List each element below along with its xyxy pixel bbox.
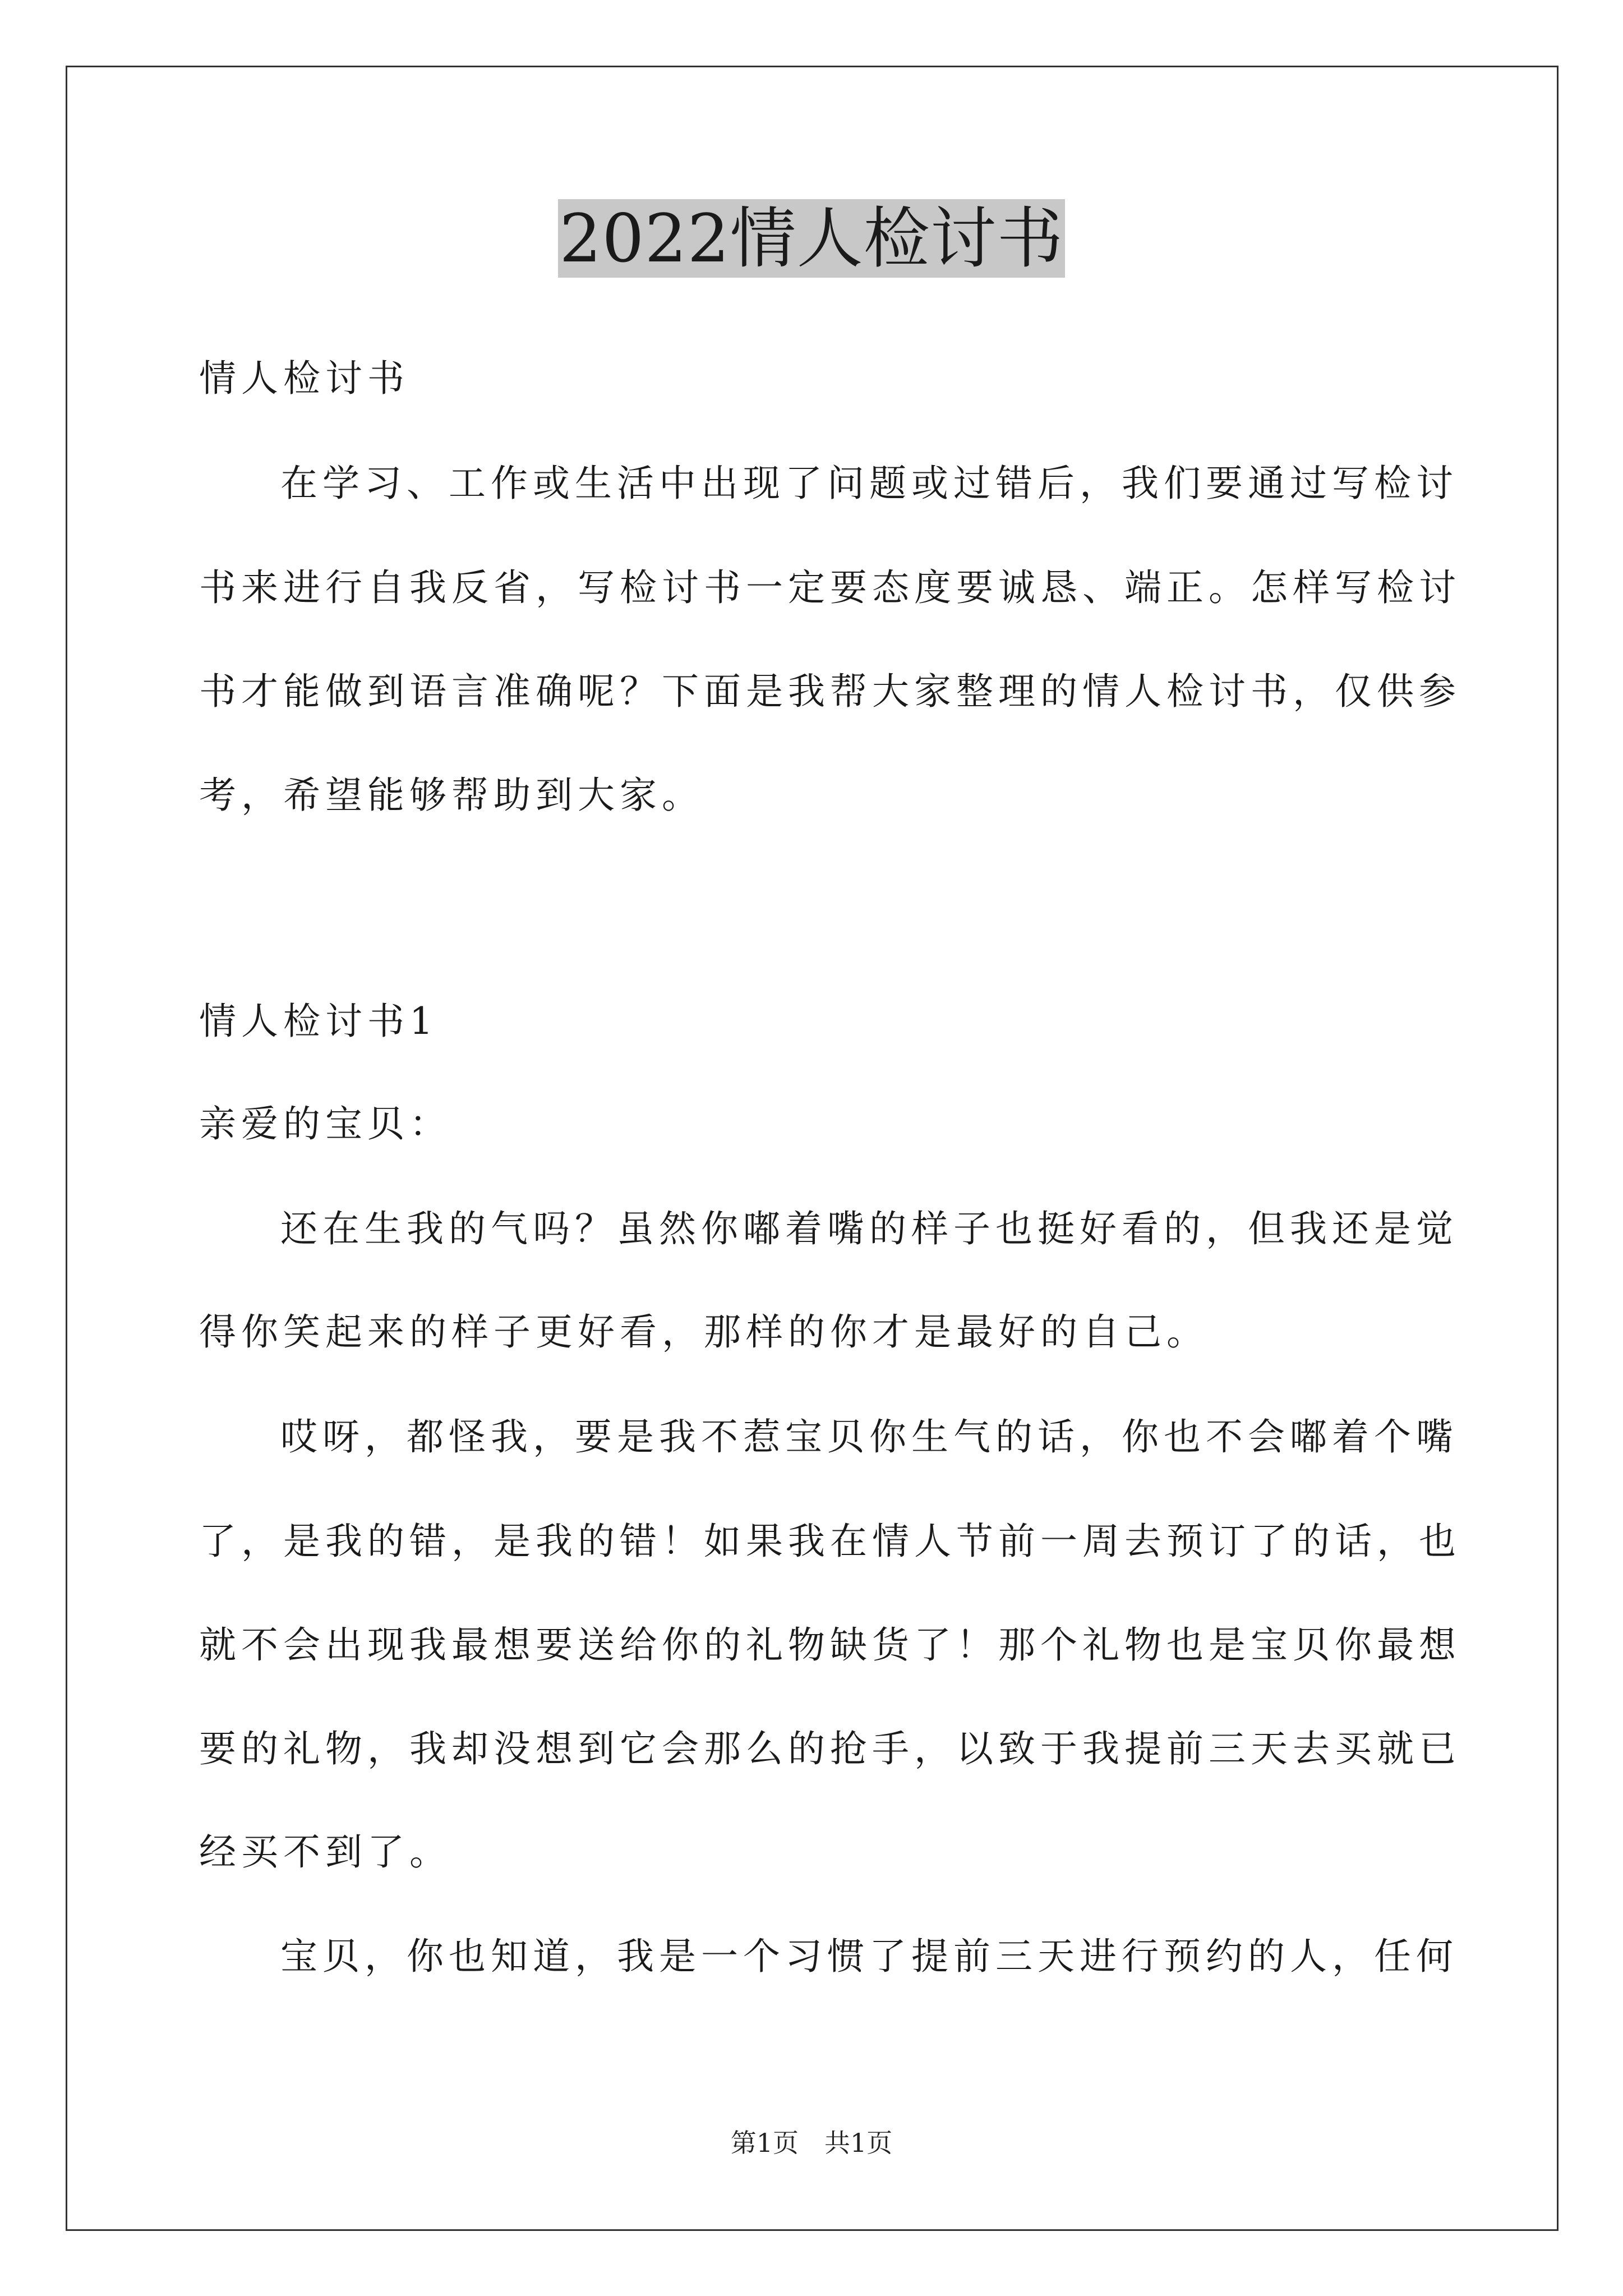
subtitle: 情人检讨书 (199, 357, 409, 400)
page-footer: 第1页 共1页 (730, 2128, 893, 2158)
intro-line-2: 书来进行自我反省，写检讨书一定要态度要诚恳、端正。怎样写检讨 (199, 566, 1461, 609)
intro-line-3: 书才能做到语言准确呢？下面是我帮大家整理的情人检讨书，仅供参 (199, 670, 1461, 713)
section-heading: 情人检讨书1 (199, 1000, 438, 1043)
document-title: 2022情人检讨书 (559, 200, 1064, 277)
body-line-3: 哎呀，都怪我，要是我不惹宝贝你生气的话，你也不会嘟着个嘴 (280, 1415, 1458, 1458)
body-line-7: 经买不到了。 (199, 1830, 451, 1874)
body-line-6: 要的礼物，我却没想到它会那么的抢手，以致于我提前三天去买就已 (199, 1727, 1461, 1770)
body-line-2: 得你笑起来的样子更好看，那样的你才是最好的自己。 (199, 1310, 1209, 1354)
body-line-4: 了，是我的错，是我的错！如果我在情人节前一周去预订了的话，也 (199, 1520, 1461, 1563)
body-line-8: 宝贝，你也知道，我是一个习惯了提前三天进行预约的人，任何 (280, 1935, 1458, 1978)
title-container (0, 199, 1623, 278)
body-line-5: 就不会出现我最想要送给你的礼物缺货了！那个礼物也是宝贝你最想 (199, 1623, 1461, 1667)
intro-line-4: 考，希望能够帮助到大家。 (199, 774, 704, 817)
intro-line-1: 在学习、工作或生活中出现了问题或过错后，我们要通过写检讨 (280, 462, 1458, 505)
salutation: 亲爱的宝贝： (199, 1102, 451, 1145)
body-line-1: 还在生我的气吗？虽然你嘟着嘴的样子也挺好看的，但我还是觉 (280, 1207, 1458, 1250)
